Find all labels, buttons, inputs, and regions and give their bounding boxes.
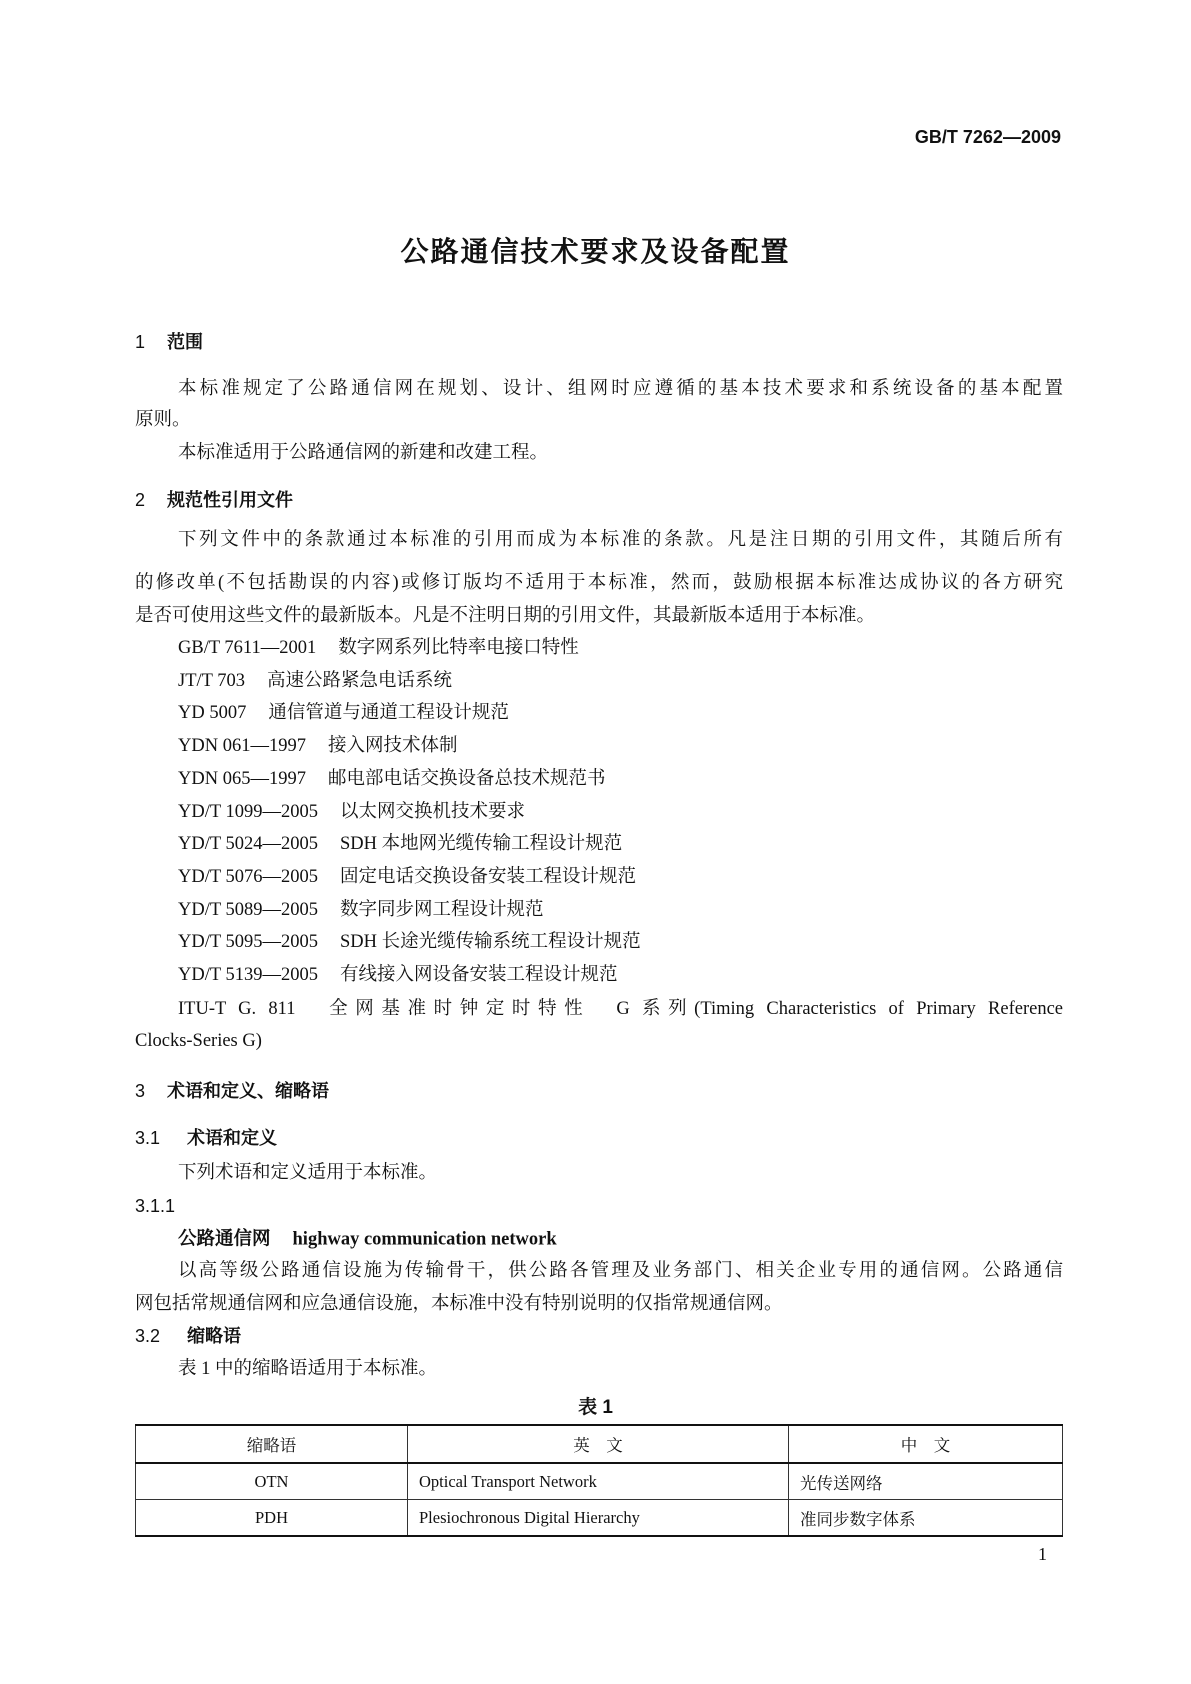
reference-title: 邮电部电话交换设备总技术规范书 bbox=[327, 768, 606, 789]
paragraph: 本标准适用于公路通信网的新建和改建工程。 bbox=[178, 443, 549, 463]
page-title: 公路通信技术要求及设备配置 bbox=[400, 236, 791, 267]
reference-code: YD/T 1099—2005 bbox=[178, 801, 318, 822]
reference-code: YD/T 5139—2005 bbox=[178, 965, 318, 985]
reference-code: YD/T 5024—2005 bbox=[178, 834, 318, 855]
paragraph: 下列术语和定义适用于本标准。 bbox=[178, 1163, 438, 1183]
reference-item bbox=[178, 963, 617, 987]
section-2-heading: 2 规范性引用文件 bbox=[135, 490, 293, 510]
reference-title: 数字网系列比特率电接口特性 bbox=[338, 638, 579, 658]
reference-code: YDN 065—1997 bbox=[178, 768, 306, 789]
reference-title: 以太网交换机技术要求 bbox=[339, 801, 525, 822]
reference-item bbox=[178, 734, 457, 758]
reference-title: 固定电话交换设备安装工程设计规范 bbox=[339, 866, 636, 887]
reference-code: YDN 061—1997 bbox=[178, 736, 306, 757]
reference-code: JT/T 703 bbox=[178, 670, 245, 691]
paragraph-line: 的修改单(不包括勘误的内容)或修订版均不适用于本标准，然而，鼓励根据本标准达成协议的各方研究 bbox=[135, 573, 1063, 593]
term: 公路通信网 highway communication network bbox=[178, 1227, 557, 1250]
reference-code: YD/T 5095—2005 bbox=[178, 932, 318, 953]
reference-title: 数字同步网工程设计规范 bbox=[339, 899, 544, 920]
section-3-heading: 3 术语和定义、缩略语 bbox=[135, 1081, 329, 1101]
document-number: GB/T 7262—2009 bbox=[914, 127, 1061, 147]
reference-code: YD/T 5089—2005 bbox=[178, 899, 318, 920]
section-3-1-1-number: 3.1.1 bbox=[135, 1196, 176, 1216]
reference-item bbox=[178, 898, 543, 922]
paragraph-line: 下列文件中的条款通过本标准的引用而成为本标准的条款。凡是注日期的引用文件，其随后所有 bbox=[178, 530, 1063, 550]
table-cell: 光传送网络 bbox=[789, 1463, 1063, 1500]
paragraph-line: 原则。 bbox=[135, 410, 191, 430]
table-row bbox=[136, 1463, 1063, 1500]
reference-item bbox=[178, 832, 622, 856]
table-cell: OTN bbox=[136, 1463, 408, 1500]
reference-item bbox=[178, 930, 641, 954]
table-header: 缩略语 bbox=[136, 1425, 408, 1463]
paragraph: 表 1 中的缩略语适用于本标准。 bbox=[178, 1359, 438, 1379]
table-cell: Optical Transport Network bbox=[408, 1463, 789, 1500]
reference-title: 有线接入网设备安装工程设计规范 bbox=[339, 965, 618, 985]
reference-code: YD/T 5076—2005 bbox=[178, 866, 318, 887]
table-header: 中 文 bbox=[789, 1425, 1063, 1463]
definition-line: 以高等级公路通信设施为传输骨干，供公路各管理及业务部门、相关企业专用的通信网。公路通信 bbox=[178, 1261, 1063, 1281]
table-caption: 表 1 bbox=[578, 1397, 613, 1418]
definition-line: 网包括常规通信网和应急通信设施，本标准中没有特别说明的仅指常规通信网。 bbox=[135, 1294, 783, 1314]
abbreviation-table bbox=[135, 1424, 1063, 1537]
reference-itu-cont: Clocks-Series G) bbox=[135, 1031, 262, 1051]
page-number: 1 bbox=[1038, 1544, 1047, 1564]
reference-item bbox=[178, 701, 509, 725]
reference-item bbox=[178, 669, 452, 693]
table-cell: 准同步数字体系 bbox=[789, 1500, 1063, 1537]
reference-code: YD 5007 bbox=[178, 703, 247, 724]
reference-code: GB/T 7611—2001 bbox=[178, 638, 317, 658]
table-header: 英 文 bbox=[408, 1425, 789, 1463]
section-3-2-heading: 3.2 缩略语 bbox=[135, 1326, 241, 1346]
reference-title: 通信管道与通道工程设计规范 bbox=[268, 703, 509, 724]
reference-item bbox=[178, 767, 605, 791]
table-row bbox=[136, 1500, 1063, 1537]
reference-title: 接入网技术体制 bbox=[327, 736, 458, 757]
reference-title: SDH 本地网光缆传输工程设计规范 bbox=[339, 834, 623, 855]
reference-itu: ITU-T G. 811 全网基准时钟定时特性 G 系列(Timing Characteristics of Primary Reference bbox=[178, 999, 1063, 1019]
reference-item bbox=[178, 636, 579, 660]
reference-title: SDH 长途光缆传输系统工程设计规范 bbox=[339, 932, 641, 953]
table-cell: Plesiochronous Digital Hierarchy bbox=[408, 1500, 789, 1537]
paragraph-line: 本标准规定了公路通信网在规划、设计、组网时应遵循的基本技术要求和系统设备的基本配置 bbox=[178, 379, 1063, 399]
reference-item bbox=[178, 865, 636, 889]
paragraph-line: 是否可使用这些文件的最新版本。凡是不注明日期的引用文件，其最新版本适用于本标准。 bbox=[135, 606, 876, 626]
table-cell: PDH bbox=[136, 1500, 408, 1537]
section-1-heading: 1 范围 bbox=[135, 332, 203, 352]
reference-item bbox=[178, 800, 525, 824]
reference-title: 高速公路紧急电话系统 bbox=[266, 670, 452, 691]
section-3-1-heading: 3.1 术语和定义 bbox=[135, 1128, 277, 1148]
